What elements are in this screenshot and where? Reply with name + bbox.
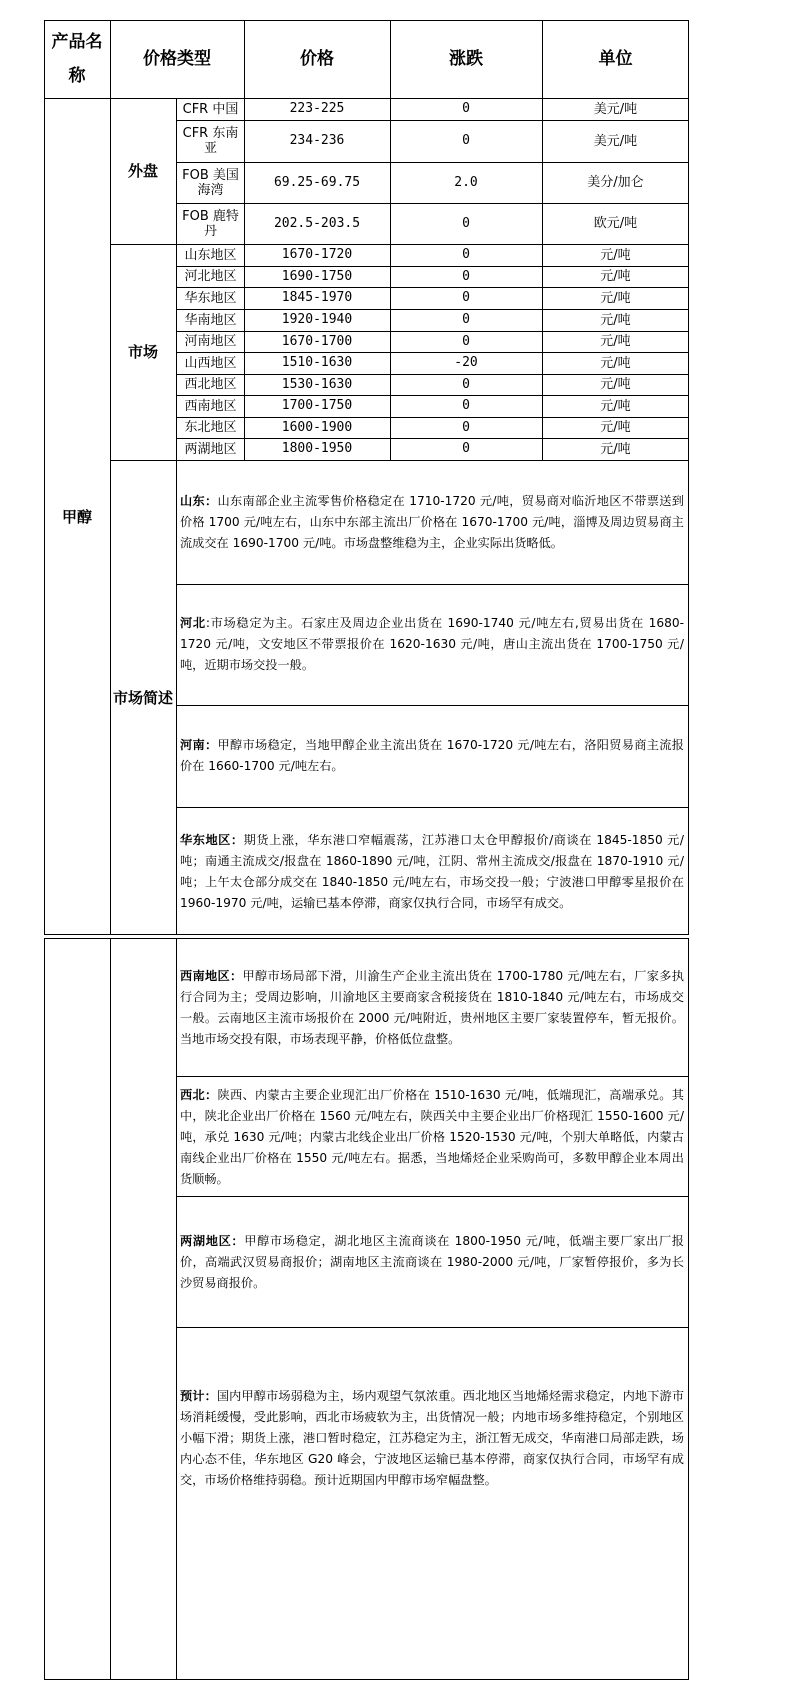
region-label: 华东地区： (180, 833, 244, 847)
market-unit: 元/吨 (600, 355, 631, 371)
summary-southwest (180, 966, 684, 1050)
foreign-change: 0 (462, 215, 470, 231)
product-name: 甲醇 (61, 507, 92, 526)
market-change: 0 (462, 290, 470, 305)
foreign-price: 234-236 (289, 133, 345, 148)
region-label: 河南： (180, 738, 218, 752)
market-region: 两湖地区 (184, 441, 237, 457)
header-price: 价格 (300, 49, 334, 69)
region-label: 两湖地区： (180, 1234, 245, 1248)
market-region: 河南地区 (184, 334, 237, 349)
foreign-price: 223-225 (289, 101, 345, 116)
region-label: 西北： (180, 1088, 218, 1102)
market-region: 华南地区 (184, 312, 237, 328)
market-price: 1700-1750 (281, 398, 353, 413)
market-change: 0 (462, 268, 470, 284)
market-unit: 元/吨 (600, 420, 631, 435)
foreign-unit: 美分/加仑 (587, 175, 644, 190)
market-region: 河北地区 (184, 269, 237, 284)
summary-henan (180, 735, 684, 777)
market-change: 0 (462, 312, 470, 327)
market-unit: 元/吨 (600, 377, 631, 392)
market-region: 华东地区 (184, 290, 237, 306)
region-text: 甲醇市场局部下滑，川渝生产企业主流出货在 1700-1780 元/吨左右，厂家多执行合同为主；受周边影响，川渝地区主要商家含税接货在 1810-1840 元/吨左右，市场成交一般。云南地区主流市场报价在 2000 元/吨附近，贵州地区主要厂家装置停车，暂无报价。当地市场交投有限，市场表现平静，价格低位盘整。 (180, 969, 684, 1046)
summary-northwest (180, 1085, 684, 1190)
foreign-type: FOB 鹿特丹 (182, 208, 239, 239)
region-text: 甲醇市场稳定，当地甲醇企业主流出货在 1670-1720 元/吨左右，洛阳贸易商主流报价在 1660-1700 元/吨左右。 (180, 738, 684, 773)
market-price: 1690-1750 (281, 268, 353, 284)
market-price: 1600-1900 (281, 419, 353, 435)
market-region: 西南地区 (184, 398, 237, 414)
foreign-type: CFR 中国 (182, 101, 239, 117)
group-market: 市场 (127, 343, 158, 361)
market-change: 0 (462, 247, 470, 262)
header-product: 产品名称 (51, 32, 103, 86)
market-unit: 元/吨 (600, 247, 631, 263)
region-text: 甲醇市场稳定，湖北地区主流商谈在 1800-1950 元/吨，低端主要厂家出厂报价，高端武汉贸易商报价；湖南地区主流商谈在 1980-2000 元/吨，厂家暂停报价，多为长沙贸易商报价。 (180, 1234, 684, 1290)
foreign-price: 69.25-69.75 (273, 174, 361, 190)
market-price: 1670-1700 (281, 333, 353, 349)
market-unit: 元/吨 (600, 334, 631, 349)
foreign-change: 0 (462, 133, 470, 148)
market-change: 0 (462, 419, 470, 435)
market-price: 1800-1950 (281, 441, 353, 456)
forecast-text: 国内甲醇市场弱稳为主，场内观望气氛浓重。西北地区当地烯烃需求稳定，内地下游市场消耗缓慢，受此影响，西北市场疲软为主，出货情况一般；内地市场多维持稳定，个别地区小幅下滑；期货上涨，港口暂时稳定，江苏稳定为主，浙江暂无成交，华南港口局部走跌，场内心态不佳，华东地区 G20 峰会，宁波地区运输已基本停滞，商家仅执行合同，市场罕有成交，市场价格维持弱稳。预计近期国内甲醇市场窄幅盘整。 (180, 1389, 685, 1487)
header-change: 涨跌 (449, 49, 483, 69)
group-foreign: 外盘 (127, 162, 158, 180)
market-change: 0 (462, 441, 470, 456)
market-price: 1510-1630 (281, 355, 353, 370)
market-price: 1920-1940 (281, 312, 353, 327)
market-change: 0 (462, 333, 470, 349)
market-unit: 元/吨 (600, 290, 631, 306)
market-unit: 元/吨 (600, 269, 631, 284)
summary-hebei (180, 613, 684, 676)
market-unit: 元/吨 (600, 312, 631, 328)
market-price: 1530-1630 (281, 376, 353, 392)
region-label: 河北 (180, 616, 206, 630)
market-region: 山东地区 (184, 247, 237, 263)
foreign-change: 0 (462, 101, 470, 116)
region-text: 山东南部企业主流零售价格稳定在 1710-1720 元/吨，贸易商对临沂地区不带票送到价格 1700 元/吨左右，山东中东部主流出厂价格在 1670-1700 元/吨，淄博及周边贸易商主流成交在 1690-1700 元/吨。市场盘整维稳为主，企业实际出货略低。 (180, 494, 684, 550)
region-text: 陕西、内蒙古主要企业现汇出厂价格在 1510-1630 元/吨，低端现汇，高端承兑。其中，陕北企业出厂价格在 1560 元/吨左右，陕西关中主要企业出厂价格现汇 1550-1600 元/吨，承兑 1630 元/吨；内蒙古北线企业出厂价格 1520-1530 元/吨，个别大单略低，内蒙古南线企业出厂价格在 1550 元/吨左右。据悉，当地烯烃企业采购尚可，多数甲醇企业本周出货顺畅。 (180, 1088, 684, 1186)
region-text: 期货上涨，华东港口窄幅震荡，江苏港口太仓甲醇报价/商谈在 1845-1850 元/吨；南通主流成交/报盘在 1860-1890 元/吨，江阴、常州主流成交/报盘在 1870-1910 元/吨；上午太仓部分成交在 1840-1850 元/吨左右，市场交投一般；宁波港口甲醇零星报价在 1960-1970 元/吨，运输已基本停滞，商家仅执行合同，市场罕有成交。 (180, 833, 685, 910)
region-label: 西南地区： (180, 969, 243, 983)
market-region: 西北地区 (184, 377, 237, 392)
foreign-type: CFR 东南亚 (182, 126, 239, 156)
foreign-unit: 欧元/吨 (593, 216, 638, 231)
foreign-unit: 美元/吨 (593, 133, 638, 149)
region-label: 山东： (180, 494, 218, 508)
foreign-unit: 美元/吨 (593, 101, 638, 117)
header-price-type: 价格类型 (143, 49, 211, 69)
market-region: 东北地区 (184, 420, 237, 435)
market-region: 山西地区 (184, 355, 237, 371)
summary-hubei-hunan (180, 1231, 684, 1294)
region-text: :市场稳定为主。石家庄及周边企业出货在 1690-1740 元/吨左右,贸易出货在 1680-1720 元/吨，文安地区不带票报价在 1620-1630 元/吨，唐山主流出货在 1700-1750 元/吨，近期市场交投一般。 (180, 616, 684, 672)
market-change: 0 (462, 376, 470, 392)
foreign-change: 2.0 (454, 174, 478, 190)
market-price: 1845-1970 (281, 290, 353, 305)
header-unit: 单位 (598, 49, 633, 69)
summary-forecast (180, 1386, 684, 1491)
market-change: -20 (454, 355, 478, 370)
foreign-type: FOB 美国海湾 (182, 167, 239, 198)
summary-shandong (180, 491, 684, 554)
market-price: 1670-1720 (281, 247, 353, 262)
market-unit: 元/吨 (600, 441, 631, 457)
group-summary: 市场简述 (112, 688, 173, 707)
market-unit: 元/吨 (600, 398, 631, 414)
summary-east-china (180, 830, 684, 914)
forecast-label: 预计： (180, 1389, 217, 1403)
market-change: 0 (462, 398, 470, 413)
foreign-price: 202.5-203.5 (273, 215, 361, 231)
